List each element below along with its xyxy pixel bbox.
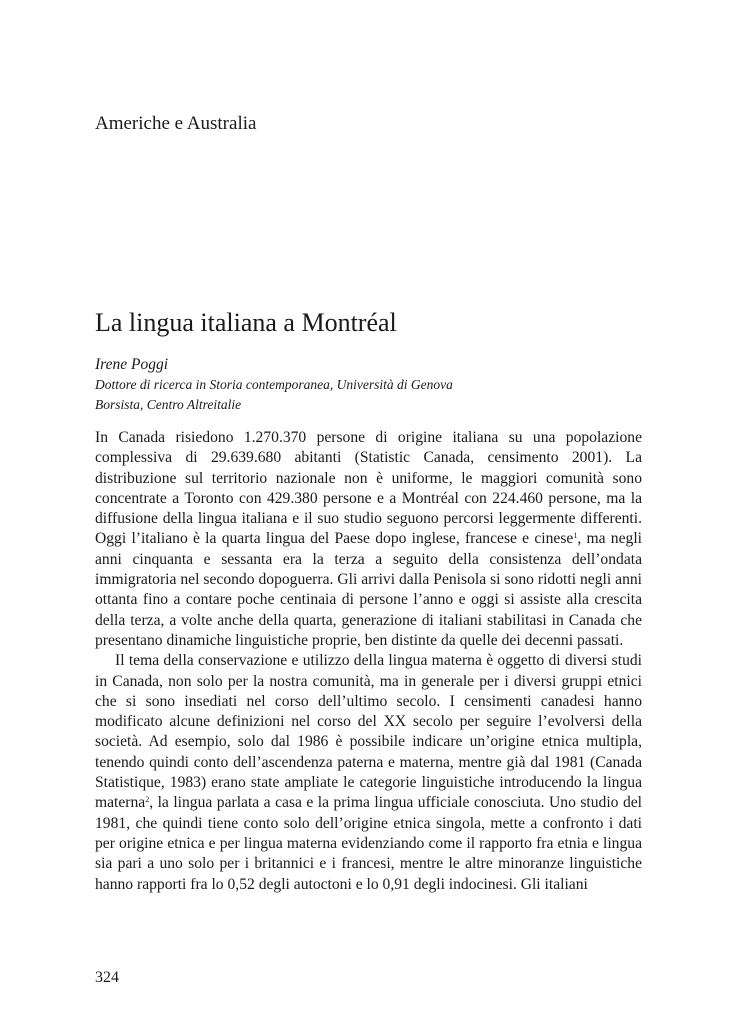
footnote-ref-2: 2	[145, 795, 150, 805]
page-number: 324	[95, 969, 119, 986]
paragraph-1	[95, 428, 642, 651]
footnote-ref-1: 1	[573, 531, 578, 541]
paragraph-2-text-b: , la lingua parlata a casa e la prima lingua ufficiale conosciuta. Uno studio del 1981, che quindi tiene conto solo dell’origine etnica singola, mette a confronto i dati per origine etnica e per lingua materna evidenziando come il rapporto fra etnia e lingua sia pari a uno solo per i britannici e i francesi, mentre le altre minoranze linguistiche hanno rapporti fra lo 0,52 degli autoctoni e lo 0,91 degli indocinesi. Gli italiani	[95, 794, 642, 893]
author-affiliation-1: Dottore di ricerca in Storia contemporanea, Università di Genova	[95, 377, 453, 392]
section-header: Americhe e Australia	[95, 113, 257, 134]
paragraph-1-text-b: , ma negli anni cinquanta e sessanta era la terza a seguito della consistenza dell’ondata immigratoria nel secondo dopoguerra. Gli arrivi dalla Penisola si sono ridotti negli anni ottanta fino a contare poche centinaia di persone l’anno e oggi si assiste alla crescita della terza, a volte anche della quarta, generazione di italiani stabilitasi in Canada che presentano dinamiche linguistiche proprie, ben distinte da quelle dei decenni passati.	[95, 530, 642, 649]
author-affiliation-2: Borsista, Centro Altreitalie	[95, 396, 242, 412]
article-title: La lingua italiana a Montréal	[95, 308, 397, 337]
paragraph-1-text-a: In Canada risiedono 1.270.370 persone di origine italiana su una popolazione complessiva di 29.639.680 abitanti (Statistic Canada, censimento 2001). La distribuzione sul territorio nazionale non è uniforme, le maggiori comunità sono concentrate a Toronto con 429.380 persone e a Montréal con 224.460 persone, ma la diffusione della lingua italiana e il suo studio seguono percorsi leggermente differenti. Oggi l’italiano è la quarta lingua del Paese dopo inglese, francese e cinese	[95, 429, 642, 548]
paragraph-2-text-a: Il tema della conservazione e utilizzo della lingua materna è oggetto di diversi studi in Canada, non solo per la nostra comunità, ma in generale per i diversi gruppi etnici che si sono insediati nel corso dell’ultimo secolo. I censimenti canadesi hanno modificato alcune definizioni nel corso del XX secolo per seguire l’evolversi della società. Ad esempio, solo dal 1986 è possibile indicare un’origine etnica multipla, tenendo quindi conto dell’ascendenza paterna e materna, mentre già dal 1981 (Canada Statistique, 1983) erano state ampliate le categorie linguistiche introducendo la lingua materna	[95, 652, 642, 812]
article-body	[95, 428, 642, 895]
author-name: Irene Poggi	[95, 356, 169, 373]
paragraph-2	[95, 651, 642, 895]
author-block	[95, 355, 655, 414]
